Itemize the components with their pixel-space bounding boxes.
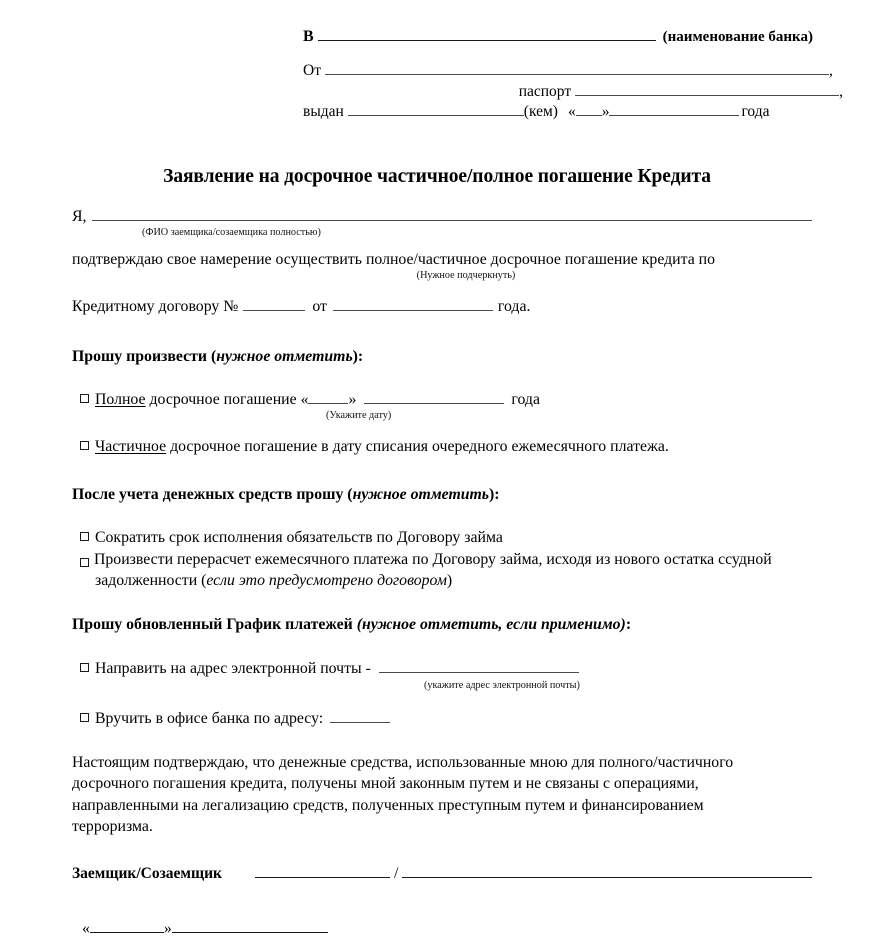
option-full-quote-open: « xyxy=(300,391,309,409)
section-schedule-heading-tail: : xyxy=(625,615,632,633)
option-recalculate-payment-text xyxy=(95,550,820,592)
office-address-field[interactable] xyxy=(330,710,390,723)
option-reduce-term-text: Сократить срок исполнения обязательств по Договору займа xyxy=(95,528,503,546)
bank-name-field[interactable] xyxy=(318,28,656,41)
option-full-date-field[interactable] xyxy=(364,391,504,404)
signature-month-year-field[interactable] xyxy=(172,919,328,932)
checkbox-recalculate-payment[interactable] xyxy=(80,558,89,567)
option-recalculate-tail: ) xyxy=(446,571,453,589)
option-recalculate-payment[interactable] xyxy=(80,550,820,592)
option-full-day-field[interactable] xyxy=(308,391,348,404)
issued-by-field[interactable] xyxy=(348,103,524,116)
option-recalculate-italic: если это предусмотрено договором xyxy=(206,571,447,589)
option-send-email[interactable] xyxy=(80,658,820,679)
signature-row xyxy=(72,863,820,885)
issued-month-year-field[interactable] xyxy=(609,103,739,116)
intent-caption: (Нужное подчеркнуть) xyxy=(416,269,516,281)
to-label: В xyxy=(303,28,314,46)
signature-date-row xyxy=(82,918,820,939)
issued-date-quote-close: » xyxy=(601,103,610,121)
from-label: От xyxy=(303,62,321,80)
checkbox-reduce-term[interactable] xyxy=(80,532,89,541)
issued-date-quote-open: « xyxy=(567,103,576,121)
option-partial-text: досрочное погашение в дату списания очередного ежемесячного платежа. xyxy=(166,438,669,456)
signature-field[interactable] xyxy=(255,864,390,877)
section-after-heading-italic: нужное отметить xyxy=(352,485,490,503)
section-request-heading-tail: ): xyxy=(352,347,364,365)
signature-label: Заемщик/Созаемщик xyxy=(72,864,222,882)
option-partial-underlined: Частичное xyxy=(95,438,167,456)
option-full-date-caption: (Укажите дату) xyxy=(326,410,392,422)
declaration-text: Настоящим подтверждаю, что денежные средства, использованные мною для полного/частичного досрочного погашения кредита, получены мной законным путем и не связаны с операциями, направленными на легализацию средств, полученных преступным путем и финансированием терроризма. xyxy=(72,754,734,835)
section-request-heading-italic: нужное отметить xyxy=(216,347,353,365)
option-full-text: досрочное погашение xyxy=(145,391,301,409)
section-request-heading xyxy=(72,346,820,367)
contract-prefix: Кредитному договору № xyxy=(72,297,239,315)
intent-text: подтверждаю свое намерение осуществить полное/частичное досрочное погашение кредита по xyxy=(72,251,716,269)
option-reduce-term[interactable] xyxy=(80,527,820,548)
signature-date-quote-close: » xyxy=(163,919,172,937)
applicant-fio-caption: (ФИО заемщика/созаемщика полностью) xyxy=(142,227,321,239)
bank-name-caption: (наименование банка) xyxy=(662,29,813,46)
issued-by-caption: (кем) xyxy=(523,103,558,121)
option-full-underlined: Полное xyxy=(95,391,146,409)
passport-field[interactable] xyxy=(575,82,839,95)
applicant-i-label: Я, xyxy=(72,208,87,225)
signature-fio-field[interactable] xyxy=(402,864,812,877)
page-title: Заявление на досрочное частичное/полное погашение Кредита xyxy=(163,166,711,187)
option-recalculate-plain: Произвести перерасчет ежемесячного платежа по Договору займа, исходя из нового остатка ссудной задолженности ( xyxy=(94,550,772,589)
checkbox-full-repayment[interactable] xyxy=(80,394,89,403)
option-partial-repayment[interactable] xyxy=(80,436,820,457)
signature-date-quote-open: « xyxy=(82,919,90,937)
passport-trailing-comma: , xyxy=(839,82,843,100)
checkbox-pickup-office[interactable] xyxy=(80,713,89,722)
option-full-year-label: года xyxy=(511,391,540,409)
option-send-email-text: Направить на адрес электронной почты - xyxy=(95,659,371,677)
section-schedule-heading-plain: Прошу обновленный График платежей xyxy=(72,615,357,633)
passport-label: паспорт xyxy=(518,82,572,100)
section-after-heading-tail: ): xyxy=(489,485,500,503)
email-address-caption: (укажите адрес электронной почты) xyxy=(424,679,580,691)
header-row-from xyxy=(303,62,843,79)
section-after-heading xyxy=(72,484,820,505)
header-block xyxy=(303,28,843,120)
section-after-heading-plain: После учета денежных средств прошу ( xyxy=(72,485,353,503)
section-schedule-heading-italic: (нужное отметить, если применимо) xyxy=(356,615,626,633)
option-pickup-office-text: Вручить в офисе банка по адресу: xyxy=(95,710,324,728)
applicant-row xyxy=(72,206,820,227)
email-address-field[interactable] xyxy=(379,659,579,672)
header-row-passport xyxy=(303,82,843,99)
option-full-repayment[interactable] xyxy=(80,389,820,410)
contract-middle: от xyxy=(312,297,327,315)
section-schedule-heading xyxy=(72,614,820,635)
signature-separator: / xyxy=(393,864,399,882)
header-row-issued xyxy=(303,103,843,120)
checkbox-partial-repayment[interactable] xyxy=(80,441,89,450)
issued-day-field[interactable] xyxy=(576,103,602,116)
document-body xyxy=(72,206,820,939)
header-row-bank xyxy=(303,28,843,46)
issued-year-label: года xyxy=(741,103,770,121)
signature-day-field[interactable] xyxy=(90,919,164,932)
issued-label: выдан xyxy=(303,103,344,121)
contract-suffix: года. xyxy=(497,297,531,315)
option-full-quote-close: » xyxy=(348,391,357,409)
section-request-heading-plain: Прошу произвести ( xyxy=(72,347,217,365)
option-pickup-office[interactable] xyxy=(80,708,820,729)
from-field[interactable] xyxy=(325,62,829,75)
contract-row xyxy=(72,296,820,317)
contract-date-field[interactable] xyxy=(333,297,493,310)
from-trailing-comma: , xyxy=(828,62,833,80)
applicant-fio-field[interactable] xyxy=(92,208,812,221)
checkbox-send-email[interactable] xyxy=(80,663,89,672)
contract-number-field[interactable] xyxy=(243,297,305,310)
